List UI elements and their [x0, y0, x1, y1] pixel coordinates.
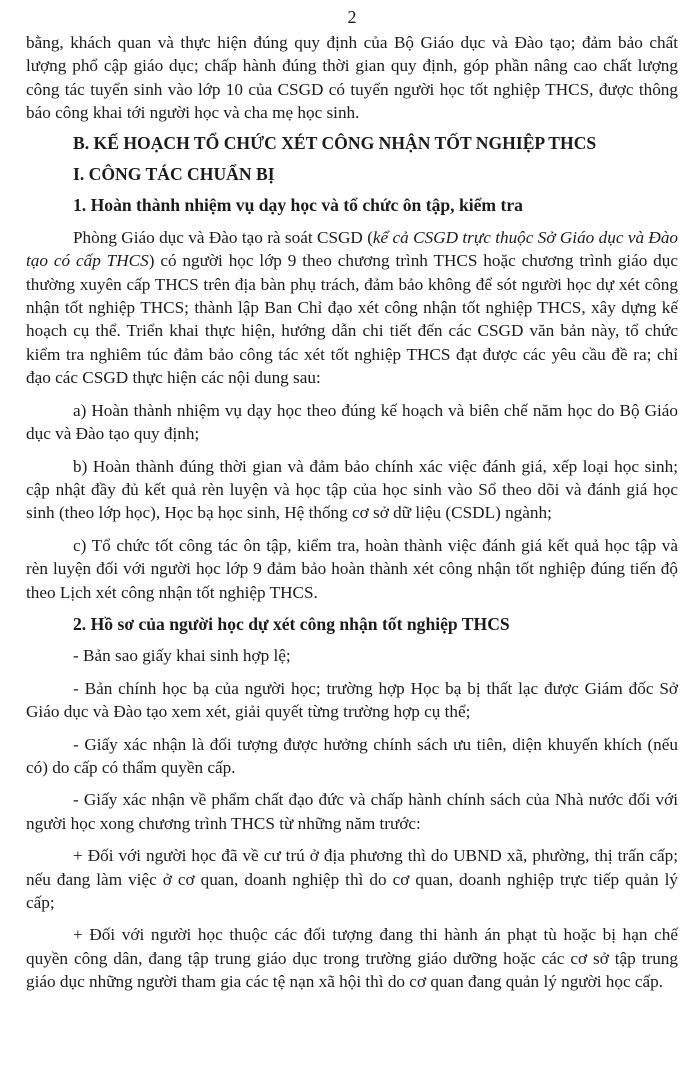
- paragraph-italic-note: kể cả CSGD trực thuộc Sở Giáo dục và Đào tạo có cấp THCS: [26, 227, 679, 271]
- subsection-1-paragraph: [26, 226, 678, 390]
- section-b-heading: B. KẾ HOẠCH TỔ CHỨC XÉT CÔNG NHẬN TỐT NGHIỆP THCS: [73, 132, 597, 153]
- paragraph-text-start: Phòng Giáo dục và Đào tạo rà soát CSGD (: [73, 227, 373, 247]
- paragraph-text-rest: ) có người học lớp 9 theo chương trình THCS hoặc chương trình giáo dục thường xuyên cấp THCS trên địa bàn phụ trách, đảm bảo không để sót người học dự xét công nhận tốt nghiệp THCS; thành lập Ban Chỉ đạo xét công nhận tốt nghiệp THCS, xây dựng kế hoạch cụ thể. Triển khai thực hiện, hướng dẫn chi tiết đến các CSGD văn bản này, tổ chức kiểm tra nghiêm túc đảm bảo công tác xét tốt nghiệp THCS đạt được các yêu cầu đề ra; chỉ đạo các CSGD thực hiện các nội dung sau:: [26, 251, 678, 388]
- document-item-4b: + Đối với người học thuộc các đối tượng đang thi hành án phạt tù hoặc bị hạn chế quyền công dân, đang tập trung giáo dục trong trường giáo dưỡng hoặc các cơ sở tập trung giáo dục những người tham gia các tệ nạn xã hội thì do cơ quan đang quản lý người học cấp.: [26, 925, 678, 992]
- subsection-2-heading: 2. Hồ sơ của người học dự xét công nhận tốt nghiệp THCS: [73, 613, 510, 634]
- item-c: c) Tổ chức tốt công tác ôn tập, kiểm tra, hoàn thành việc đánh giá kết quả học tập và rèn luyện đối với người học lớp 9 đảm bảo hoàn thành xét công nhận tốt nghiệp đúng tiến độ theo Lịch xét công nhận tốt nghiệp THCS.: [26, 535, 678, 602]
- document-item-2: - Bản chính học bạ của người học; trường hợp Học bạ bị thất lạc được Giám đốc Sở Giáo dục và Đào tạo xem xét, giải quyết từng trường hợp cụ thể;: [26, 678, 678, 722]
- item-a: a) Hoàn thành nhiệm vụ dạy học theo đúng kế hoạch và biên chế năm học do Bộ Giáo dục và Đào tạo quy định;: [26, 400, 678, 444]
- document-item-4: - Giấy xác nhận về phẩm chất đạo đức và chấp hành chính sách của Nhà nước đối với người học xong chương trình THCS từ những năm trước:: [26, 790, 678, 833]
- document-item-3: - Giấy xác nhận là đối tượng được hưởng chính sách ưu tiên, diện khuyến khích (nếu có) do cấp có thẩm quyền cấp.: [26, 734, 678, 777]
- document-item-1: - Bản sao giấy khai sinh hợp lệ;: [73, 646, 291, 666]
- document-item-4a: + Đối với người học đã về cư trú ở địa phương thì do UBND xã, phường, thị trấn cấp; nếu đang làm việc ở cơ quan, doanh nghiệp thì do cơ quan, doanh nghiệp trực tiếp quản lý cấp;: [26, 846, 678, 912]
- page-number: 2: [347, 7, 357, 27]
- section-i-heading: I. CÔNG TÁC CHUẨN BỊ: [73, 164, 275, 185]
- subsection-1-heading: 1. Hoàn thành nhiệm vụ dạy học và tổ chức ôn tập, kiểm tra: [73, 195, 523, 216]
- intro-paragraph: bằng, khách quan và thực hiện đúng quy định của Bộ Giáo dục và Đào tạo; đảm bảo chất lượng phổ cập giáo dục; chấp hành đúng thời gian quy định, góp phần nâng cao chất lượng công tác tuyển sinh vào lớp 10 của CSGD có tuyển người học tốt nghiệp THCS, được thông báo công khai tới người học và cha mẹ học sinh.: [26, 33, 678, 123]
- item-b: b) Hoàn thành đúng thời gian và đảm bảo chính xác việc đánh giá, xếp loại học sinh; cập nhật đầy đủ kết quả rèn luyện và học tập của học sinh vào Sổ theo dõi và đánh giá học sinh (theo lớp học), Học bạ học sinh, Hệ thống cơ sở dữ liệu (CSDL) ngành;: [26, 456, 678, 523]
